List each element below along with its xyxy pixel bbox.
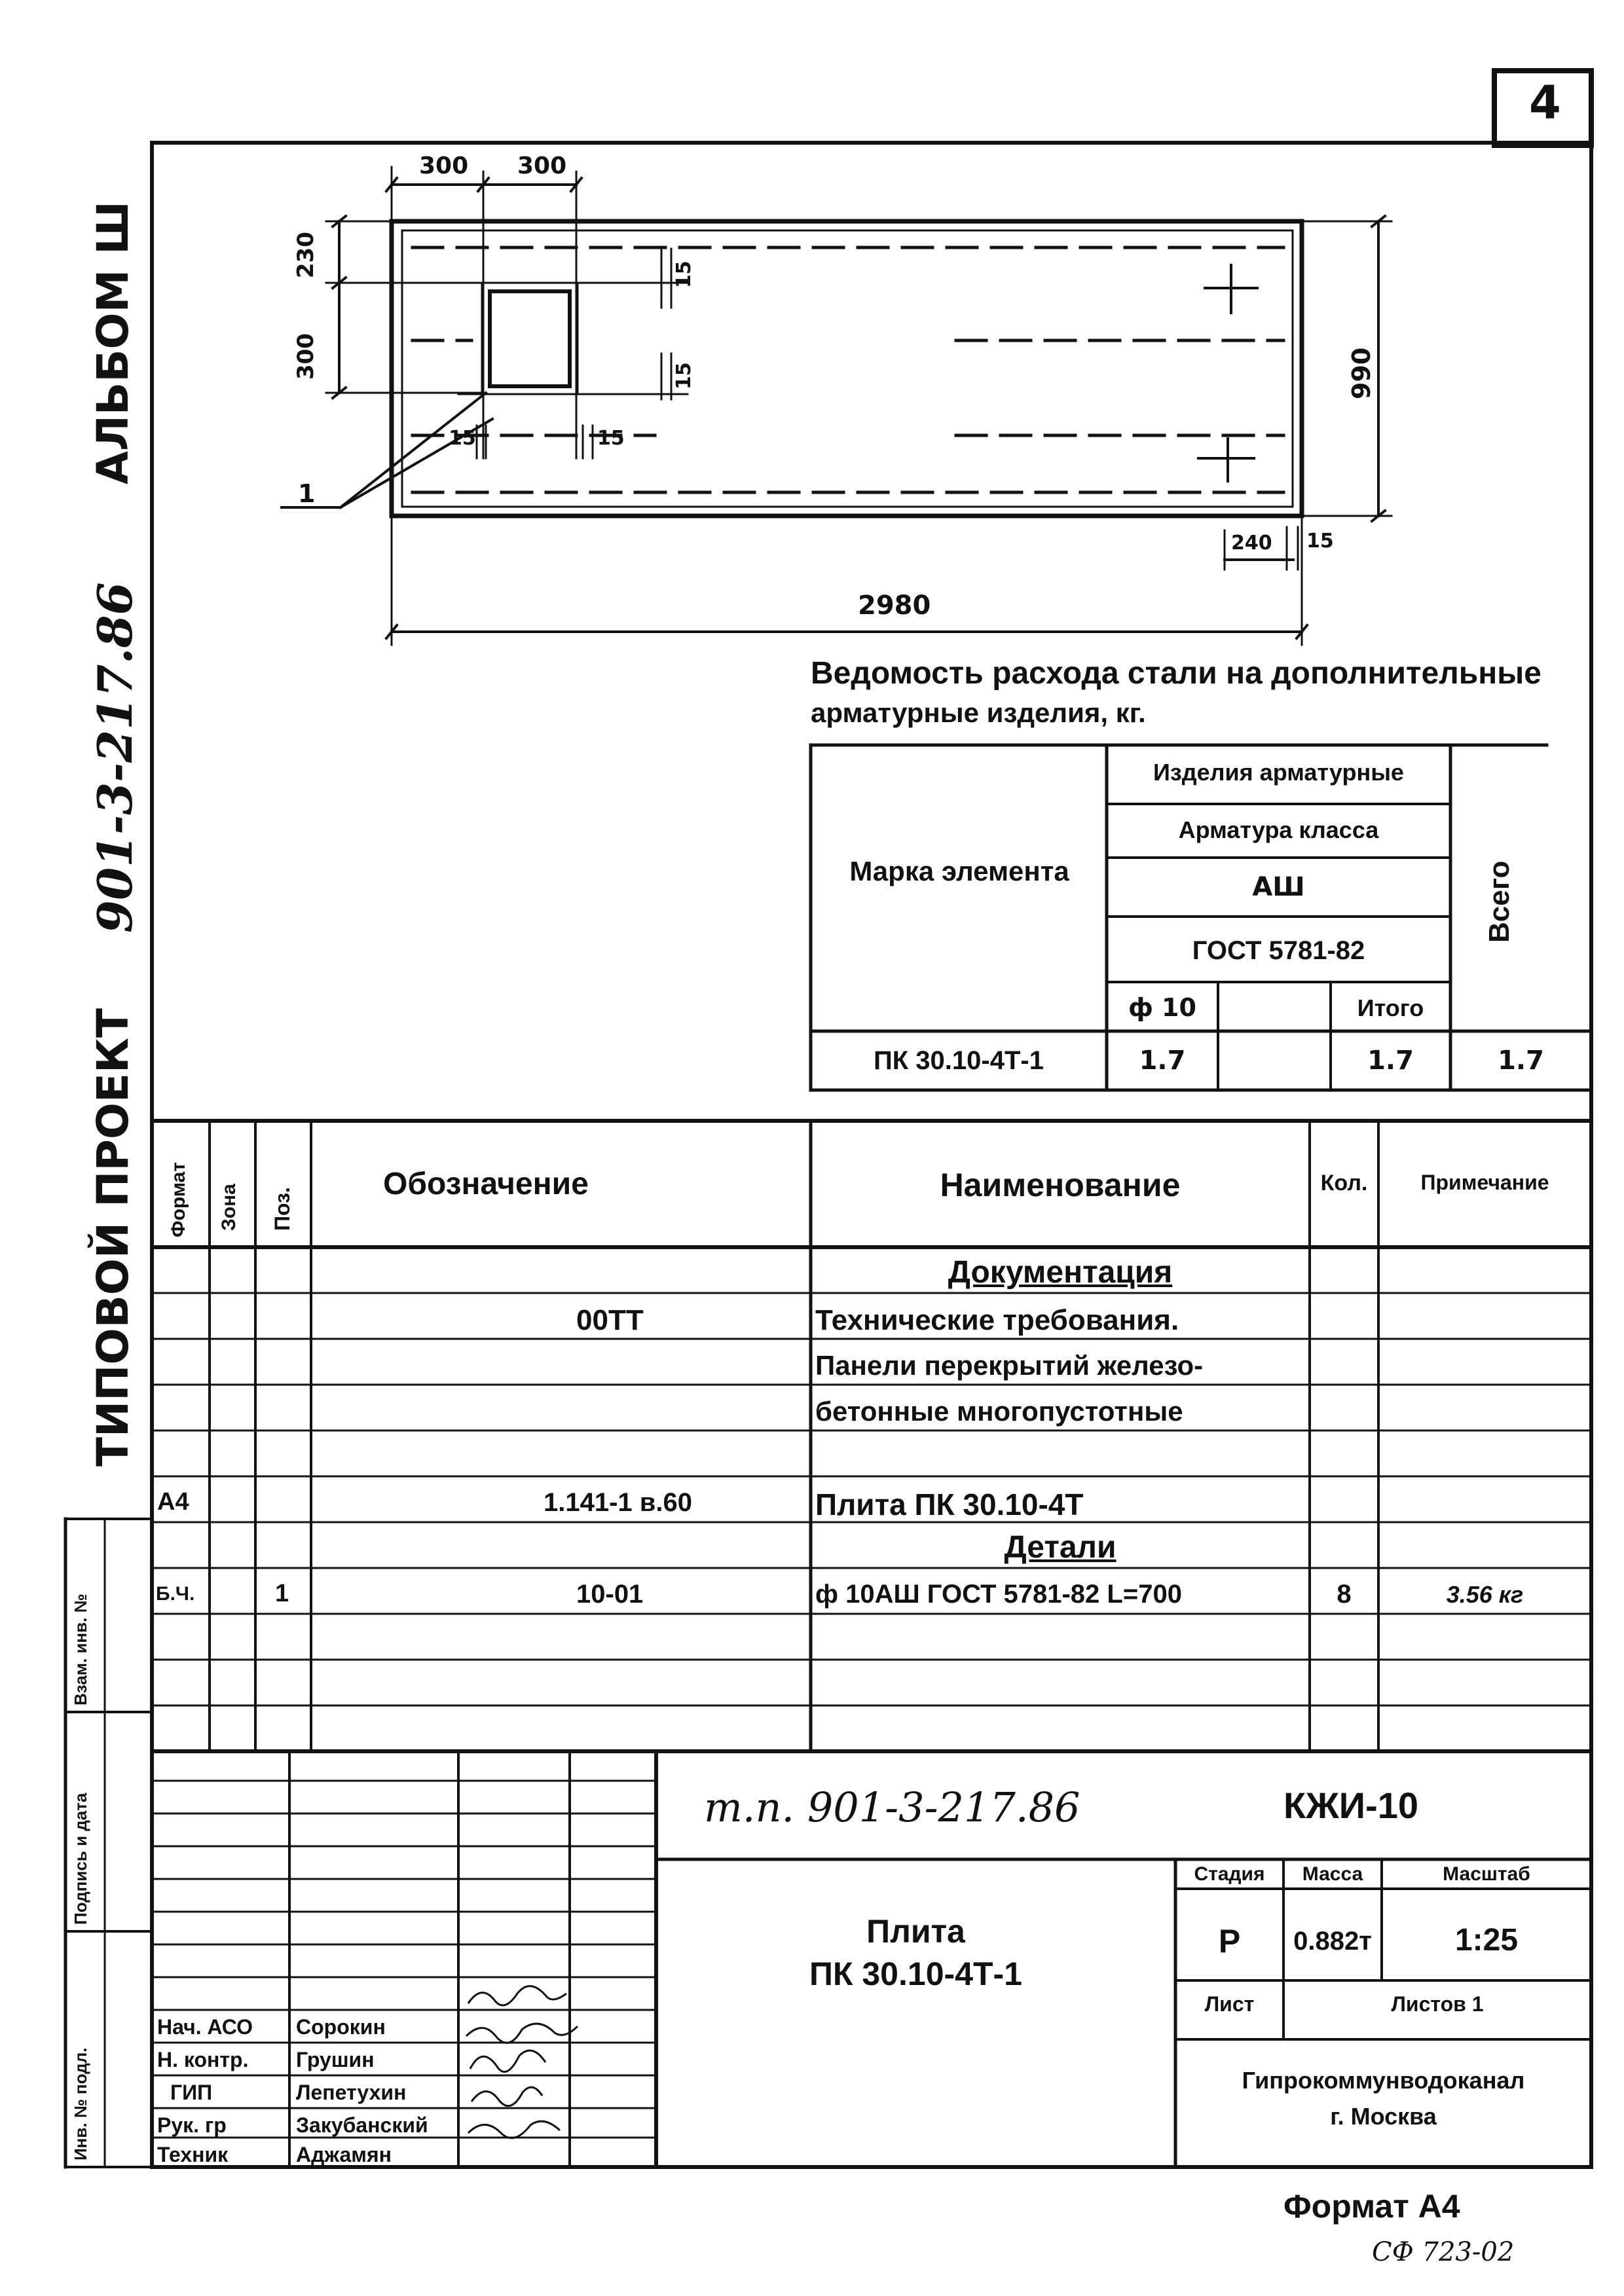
role-1: Н. контр.: [157, 2048, 249, 2071]
side-project-label: ТИПОВОЙ ПРОЕКТ: [88, 1008, 138, 1467]
section-docs: Документация: [948, 1255, 1173, 1290]
left-strip-sign: Подпись и дата: [71, 1793, 90, 1925]
name-1: Грушин: [296, 2048, 375, 2071]
org-line-1: Гипрокоммунводоканал: [1242, 2067, 1525, 2094]
r5-designation: 10-01: [576, 1580, 644, 1609]
mass: 0.882т: [1293, 1927, 1372, 1956]
h-zone: Зона: [218, 1184, 240, 1231]
r5-note: 3.56 кг: [1446, 1581, 1524, 1608]
dim-2980: 2980: [858, 591, 931, 621]
row-mark: ПК 30.10-4Т-1: [874, 1046, 1044, 1075]
h-sheet: Лист: [1204, 1992, 1255, 2016]
col-mark: Марка элемента: [849, 856, 1069, 886]
r1-name: Технические требования.: [815, 1304, 1179, 1336]
side-project-code: 901-3-217.86: [87, 582, 143, 933]
callout-1: 1: [298, 479, 316, 508]
title-line-1: Плита: [866, 1913, 965, 1950]
r5-format: Б.Ч.: [156, 1583, 195, 1605]
h-sheets: Листов 1: [1391, 1992, 1484, 2016]
dim-15-a: 15: [673, 261, 695, 288]
h-note: Примечание: [1420, 1171, 1549, 1194]
h-pos: Поз.: [270, 1187, 294, 1231]
format-label: Формат А4: [1283, 2188, 1460, 2225]
r4-format: А4: [157, 1488, 189, 1516]
r3-name: бетонные многопустотные: [815, 1396, 1183, 1427]
steel-table-grid: [811, 745, 1591, 1090]
col-gost: ГОСТ 5781-82: [1192, 936, 1365, 965]
stage: Р: [1218, 1923, 1241, 1959]
h-format: Формат: [168, 1161, 189, 1237]
dim-300-b: 300: [517, 153, 567, 179]
doc-code: т.п. 901-3-217.86: [704, 1783, 1080, 1831]
col-total: Итого: [1357, 994, 1424, 1021]
role-3: Рук. гр: [157, 2113, 227, 2137]
dim-300-v: 300: [293, 333, 319, 380]
dim-15-c: 15: [449, 427, 476, 450]
name-0: Сорокин: [296, 2015, 386, 2039]
r2-name: Панели перекрытий железо-: [815, 1350, 1204, 1381]
row-all: 1.7: [1498, 1046, 1544, 1076]
left-strip-replace: Взам. инв. №: [71, 1594, 90, 1705]
signatures: [466, 1986, 578, 2138]
sheet-code: КЖИ-10: [1283, 1785, 1418, 1826]
r1-designation: 00ТТ: [576, 1304, 644, 1336]
name-2: Лепетухин: [296, 2081, 407, 2104]
h-name: Наименование: [940, 1167, 1181, 1203]
section-parts: Детали: [1004, 1530, 1116, 1565]
dim-15-e: 15: [1306, 530, 1334, 553]
name-4: Аджамян: [296, 2143, 392, 2166]
r5-pos: 1: [275, 1580, 289, 1607]
r4-name: Плита ПК 30.10-4Т: [815, 1487, 1084, 1522]
dim-240: 240: [1231, 532, 1272, 555]
col-all: Всего: [1483, 860, 1515, 943]
r5-name: ф 10АШ ГОСТ 5781-82 L=700: [815, 1580, 1182, 1609]
h-qty: Кол.: [1320, 1171, 1368, 1195]
slab-plan: [282, 167, 1392, 645]
scale: 1:25: [1454, 1923, 1519, 1958]
left-strip-inv: Инв. № подл.: [71, 2047, 90, 2160]
role-4: Техник: [157, 2143, 229, 2166]
dim-230: 230: [293, 232, 319, 278]
h-scale: Масштаб: [1443, 1863, 1530, 1885]
h-stage: Стадия: [1194, 1863, 1265, 1885]
org-line-2: г. Москва: [1330, 2103, 1437, 2130]
row-phi: 1.7: [1139, 1046, 1186, 1076]
stamp-code: СФ 723-02: [1372, 2237, 1515, 2267]
h-designation: Обозначение: [383, 1167, 589, 1201]
dim-300-a: 300: [419, 153, 469, 179]
steel-table-title-2: арматурные изделия, кг.: [811, 697, 1146, 728]
title-line-2: ПК 30.10-4Т-1: [809, 1956, 1022, 1992]
side-album-label: АЛЬБОМ Ш: [88, 201, 138, 484]
dim-15-d: 15: [597, 427, 625, 450]
r4-designation: 1.141-1 в.60: [544, 1488, 692, 1517]
name-3: Закубанский: [296, 2113, 428, 2137]
row-total: 1.7: [1367, 1046, 1414, 1076]
col-products: Изделия арматурные: [1153, 759, 1404, 786]
steel-table-title-1: Ведомость расхода стали на дополнительные: [811, 656, 1541, 691]
col-phi: ф 10: [1128, 993, 1196, 1022]
dim-15-b: 15: [673, 362, 695, 390]
col-class: Арматура класса: [1178, 816, 1379, 843]
role-2: ГИП: [170, 2081, 213, 2104]
page-number: 4: [1529, 76, 1561, 130]
h-mass: Масса: [1302, 1863, 1363, 1885]
dim-990: 990: [1347, 347, 1376, 399]
r5-qty: 8: [1337, 1580, 1352, 1609]
col-aiii: АШ: [1252, 872, 1305, 902]
role-0: Нач. АСО: [157, 2015, 253, 2039]
spec-table-grid: [152, 1121, 1591, 1751]
